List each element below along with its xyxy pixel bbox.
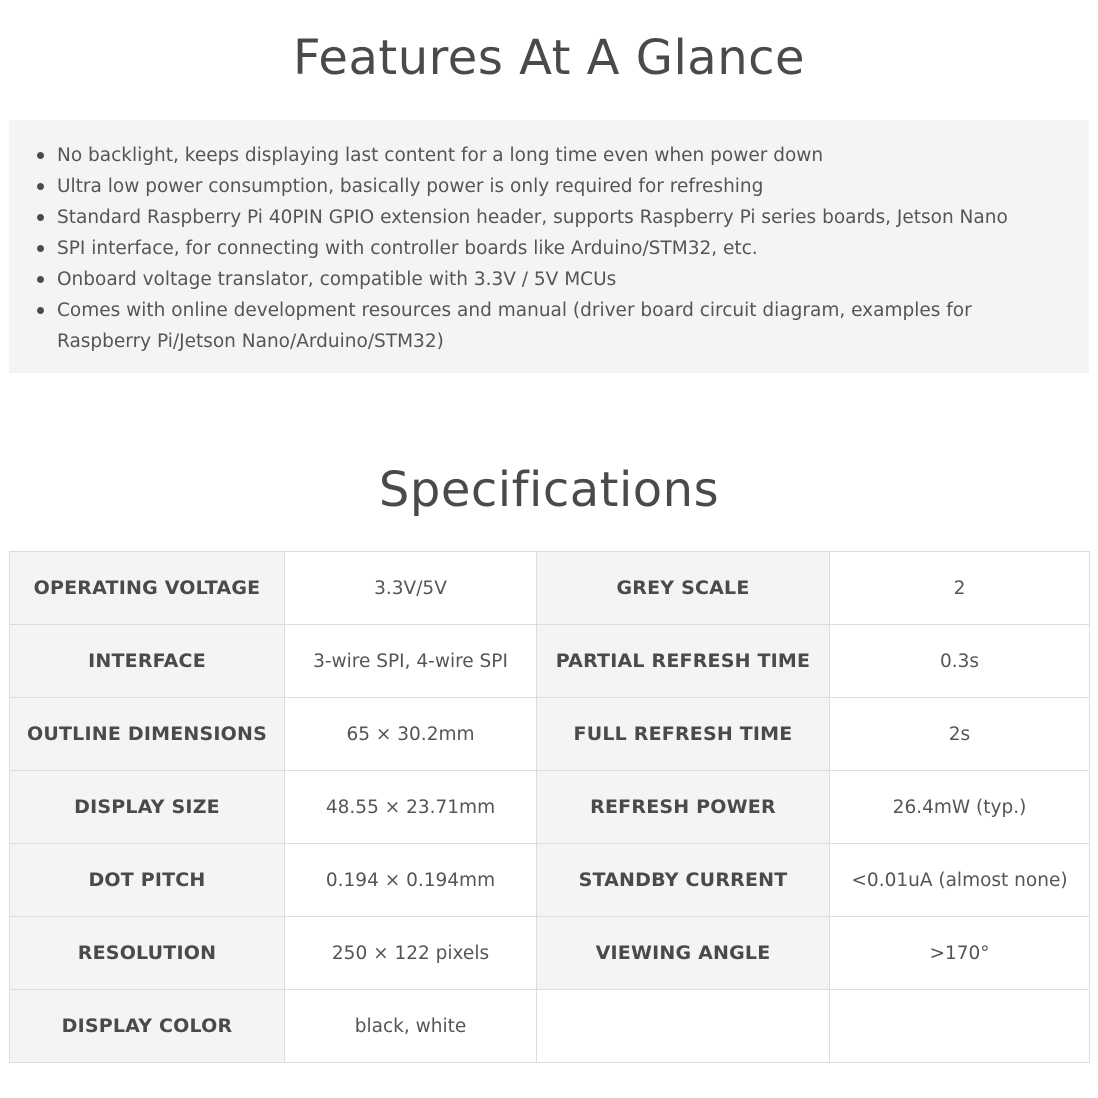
spec-value: 3.3V/5V (285, 552, 537, 625)
spec-label: DISPLAY COLOR (10, 990, 285, 1063)
feature-text: SPI interface, for connecting with controller boards like Arduino/STM32, etc. (57, 238, 758, 259)
bullet-icon (37, 276, 44, 283)
features-list (37, 140, 1061, 357)
bullet-icon (37, 307, 44, 314)
feature-item (37, 202, 1061, 233)
spec-value: >170° (830, 917, 1090, 990)
table-row (10, 917, 1090, 990)
spec-label: PARTIAL REFRESH TIME (537, 625, 830, 698)
spec-value: black, white (285, 990, 537, 1063)
feature-item (37, 264, 1061, 295)
spec-label: REFRESH POWER (537, 771, 830, 844)
feature-text: Standard Raspberry Pi 40PIN GPIO extension header, supports Raspberry Pi series boards, Jetson Nano (57, 207, 1008, 228)
spec-label: OUTLINE DIMENSIONS (10, 698, 285, 771)
bullet-icon (37, 214, 44, 221)
feature-text: No backlight, keeps displaying last content for a long time even when power down (57, 145, 824, 166)
spec-value: 2 (830, 552, 1090, 625)
feature-text: Ultra low power consumption, basically power is only required for refreshing (57, 176, 764, 197)
spec-value: 0.194 × 0.194mm (285, 844, 537, 917)
spec-value: 3-wire SPI, 4-wire SPI (285, 625, 537, 698)
spec-value: <0.01uA (almost none) (830, 844, 1090, 917)
spec-label: INTERFACE (10, 625, 285, 698)
table-row (10, 844, 1090, 917)
spec-empty-cell (537, 990, 830, 1063)
table-row (10, 771, 1090, 844)
spec-label: DOT PITCH (10, 844, 285, 917)
table-row (10, 990, 1090, 1063)
table-row (10, 625, 1090, 698)
specifications-title: Specifications (378, 462, 720, 518)
spec-value: 26.4mW (typ.) (830, 771, 1090, 844)
bullet-icon (37, 245, 44, 252)
feature-item (37, 140, 1061, 171)
spec-label: RESOLUTION (10, 917, 285, 990)
spec-value: 48.55 × 23.71mm (285, 771, 537, 844)
specifications-table (9, 551, 1090, 1063)
features-panel (9, 120, 1089, 373)
feature-text: Onboard voltage translator, compatible with 3.3V / 5V MCUs (57, 269, 617, 290)
spec-label: DISPLAY SIZE (10, 771, 285, 844)
spec-label: GREY SCALE (537, 552, 830, 625)
spec-label: OPERATING VOLTAGE (10, 552, 285, 625)
feature-text: Comes with online development resources and manual (driver board circuit diagram, examples for Raspberry Pi/Jetson Nano/Arduino/STM32) (57, 300, 972, 352)
spec-label: STANDBY CURRENT (537, 844, 830, 917)
feature-item (37, 171, 1061, 202)
bullet-icon (37, 152, 44, 159)
table-row (10, 698, 1090, 771)
spec-label: FULL REFRESH TIME (537, 698, 830, 771)
feature-item (37, 295, 1061, 357)
spec-label: VIEWING ANGLE (537, 917, 830, 990)
spec-empty-cell (830, 990, 1090, 1063)
spec-value: 65 × 30.2mm (285, 698, 537, 771)
spec-value: 0.3s (830, 625, 1090, 698)
features-title: Features At A Glance (292, 30, 806, 86)
table-row (10, 552, 1090, 625)
spec-value: 250 × 122 pixels (285, 917, 537, 990)
feature-item (37, 233, 1061, 264)
spec-value: 2s (830, 698, 1090, 771)
bullet-icon (37, 183, 44, 190)
